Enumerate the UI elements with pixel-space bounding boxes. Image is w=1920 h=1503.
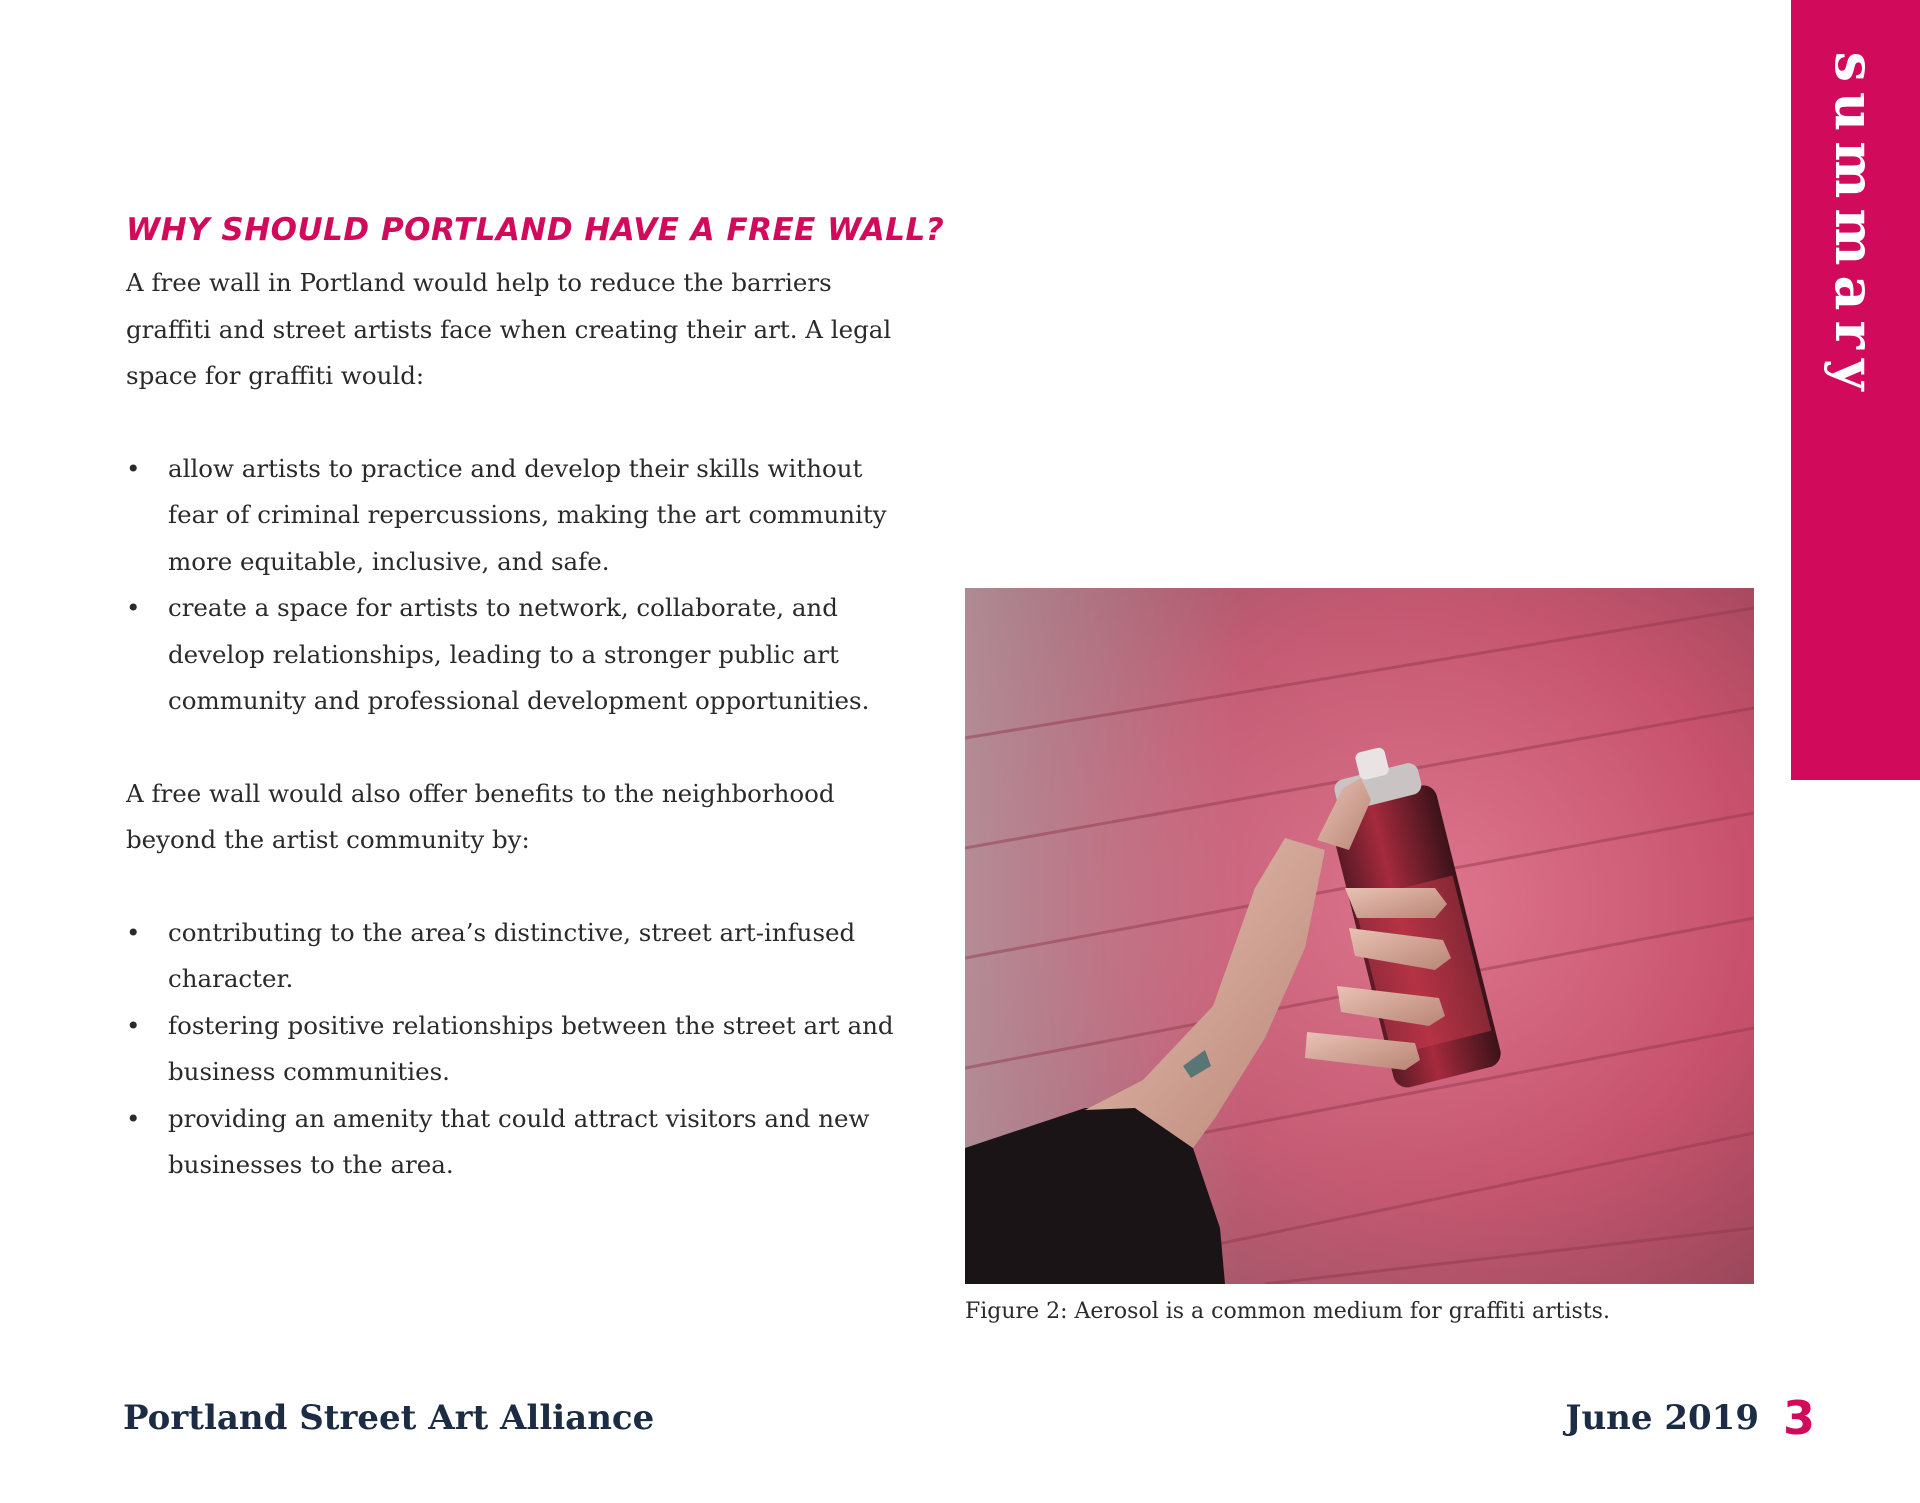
bullet-icon: • [126, 1010, 141, 1040]
list-item-line: businesses to the area. [168, 1150, 454, 1179]
list-item-line: providing an amenity that could attract visitors and new [168, 1103, 870, 1133]
list-item [126, 910, 916, 1003]
list-item [126, 446, 916, 586]
intro-paragraph [126, 260, 916, 400]
artist-benefits-list [126, 446, 916, 725]
bullet-icon: • [126, 917, 141, 947]
aerosol-photo [965, 588, 1754, 1284]
list-item-line: fostering positive relationships between the street art and [168, 1010, 894, 1040]
footer-date: June 2019 [1565, 1398, 1759, 1438]
section-heading: WHY SHOULD PORTLAND HAVE A FREE WALL? [126, 212, 945, 248]
list-item-line: character. [168, 964, 294, 993]
bullet-icon: • [126, 593, 141, 622]
intro-line: space for graffiti would: [126, 361, 425, 390]
bullet-icon: • [126, 453, 141, 483]
list-item-line: create a space for artists to network, collaborate, and [168, 593, 838, 622]
footer-organization: Portland Street Art Alliance [123, 1398, 655, 1438]
section-tab-label: summary [1823, 51, 1887, 401]
paragraph-line: A free wall would also offer benefits to the neighborhood [126, 778, 835, 808]
intro-line: graffiti and street artists face when creating their art. A legal [126, 314, 892, 344]
section-tab [1791, 0, 1920, 780]
list-item-line: develop relationships, leading to a stronger public art [168, 639, 839, 669]
paragraph-line: beyond the artist community by: [126, 825, 530, 854]
neighborhood-paragraph [126, 771, 916, 864]
intro-line: A free wall in Portland would help to reduce the barriers [126, 268, 832, 297]
list-item-line: business communities. [168, 1057, 450, 1086]
neighborhood-benefits-list [126, 910, 916, 1189]
figure-caption: Figure 2: Aerosol is a common medium for graffiti artists. [965, 1299, 1610, 1324]
list-item-line: contributing to the area’s distinctive, street art-infused [168, 917, 856, 947]
bullet-icon: • [126, 1103, 141, 1133]
list-item-line: more equitable, inclusive, and safe. [168, 546, 610, 576]
body-text-column [126, 260, 916, 1189]
page-number: 3 [1782, 1391, 1815, 1445]
list-item-line: community and professional development opportunities. [168, 686, 870, 715]
list-item [126, 585, 916, 725]
list-item-line: allow artists to practice and develop their skills without [168, 453, 863, 483]
list-item [126, 1096, 916, 1189]
list-item [126, 1003, 916, 1096]
list-item-line: fear of criminal repercussions, making the art community [168, 500, 887, 529]
